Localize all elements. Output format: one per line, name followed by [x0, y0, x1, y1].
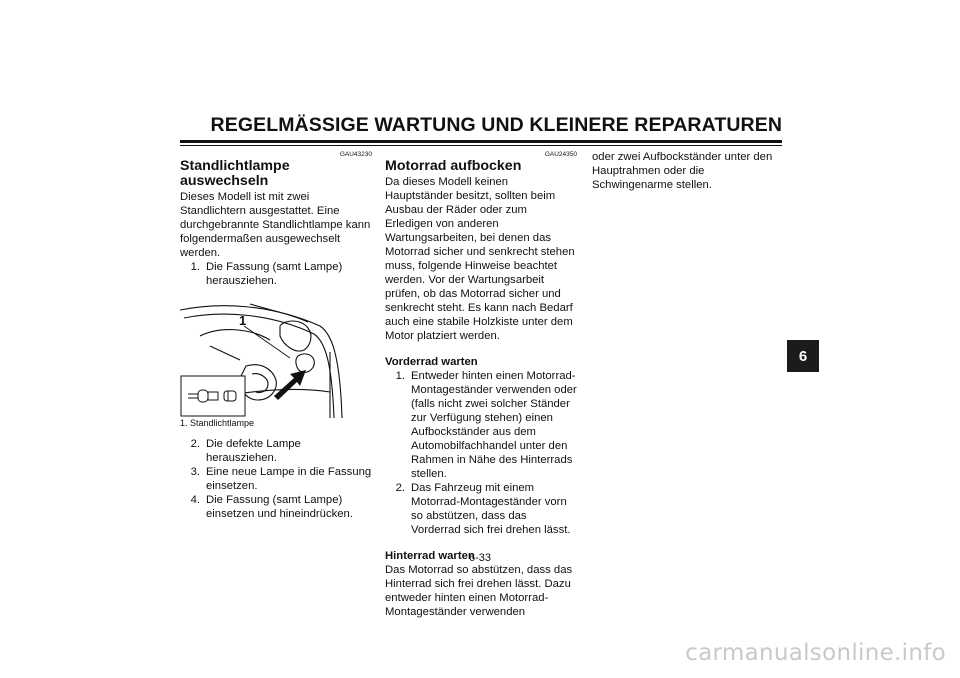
- section-code: GAU43230: [339, 151, 372, 158]
- step-item: [180, 260, 372, 288]
- step-item: [385, 481, 577, 537]
- section-intro: Da dieses Modell keinen Hauptständer besitzt, sollten beim Ausbau der Räder oder zum Erledigen von anderen Wartungsarbeiten, bei denen das Motorrad sicher und senkrecht stehen muss, folgende Hinweise beachtet werden. Vor der Wartungsarbeit prüfen, ob das Motorrad sicher und senkrecht steht. Es kann nach Bedarf auch eine stabile Holzkiste unter dem Motor platziert werden.: [385, 176, 575, 342]
- step-text: Eine neue Lampe in die Fassung einsetzen.: [206, 466, 372, 492]
- step-number: 1.: [190, 261, 200, 273]
- subsection-title-front: Vorderrad warten: [385, 356, 478, 368]
- section-intro: Dieses Modell ist mit zwei Standlichtern ausgestattet. Eine durchgebrannte Standlichtlampe kann folgendermaßen ausgewechselt werden.: [180, 191, 371, 259]
- figure-caption: 1. Standlichtlampe: [180, 418, 255, 428]
- step-number: 2.: [190, 438, 200, 450]
- step-text: Die Fassung (samt Lampe) herausziehen.: [206, 261, 343, 287]
- section-title: Motorrad aufbocken: [385, 158, 522, 174]
- step-list: [180, 437, 372, 521]
- header-rule-thick: [180, 140, 782, 143]
- watermark: carmanualsonline.info: [685, 640, 946, 666]
- step-item: [180, 465, 372, 493]
- section-title: Standlichtlampe auswechseln: [180, 158, 290, 189]
- step-number: 3.: [190, 466, 200, 478]
- subsection-title-rear: Hinterrad warten: [385, 550, 475, 562]
- step-text: Entweder hinten einen Motorrad-Montageständer verwenden oder (falls nicht zwei solcher Ständer zur Verfügung stehen) einen Aufbockständer aus dem Automobilfachhandel unter den Rahmen in Nähe des Hinterrads stellen.: [411, 370, 577, 480]
- lamp-drawing: [180, 296, 344, 418]
- step-text: Das Fahrzeug mit einem Motorrad-Montageständer vorn so abstützen, dass das Vorderrad sich frei drehen lässt.: [411, 482, 571, 536]
- chapter-title: REGELMÄSSIGE WARTUNG UND KLEINERE REPARATUREN: [210, 114, 782, 136]
- step-number: 4.: [190, 494, 200, 506]
- step-item: [180, 493, 372, 521]
- header-rule-thin: [180, 145, 782, 146]
- step-item: [180, 437, 372, 465]
- step-text: Die defekte Lampe herausziehen.: [206, 438, 301, 464]
- step-list: [385, 369, 577, 537]
- middle-column: [385, 150, 577, 619]
- step-number: 1.: [395, 370, 405, 382]
- left-column: [180, 150, 372, 521]
- rear-text-continued: oder zwei Aufbockständer unter den Hauptrahmen oder die Schwingenarme stellen.: [592, 151, 773, 191]
- chapter-tab: 6: [787, 340, 819, 372]
- lamp-illustration: [180, 296, 344, 418]
- right-column: [592, 150, 784, 192]
- page-number: 6-33: [468, 552, 492, 564]
- step-text: Die Fassung (samt Lampe) einsetzen und hineindrücken.: [206, 494, 353, 520]
- rear-text: Das Motorrad so abstützen, dass das Hinterrad sich frei drehen lässt. Dazu entweder hinten einen Motorrad-Montageständer verwenden: [385, 564, 573, 618]
- section-code: GAU24350: [544, 151, 577, 158]
- step-item: [385, 369, 577, 481]
- step-number: 2.: [395, 482, 405, 494]
- step-list: [180, 260, 372, 288]
- callout-number: 1: [239, 313, 247, 328]
